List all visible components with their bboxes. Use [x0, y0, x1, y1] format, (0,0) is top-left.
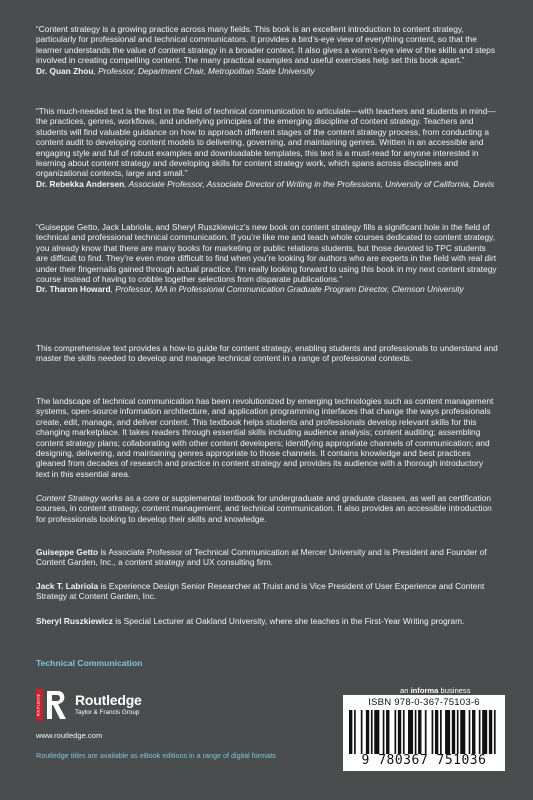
barcode-bar	[472, 710, 475, 754]
barcode-bar	[418, 710, 421, 754]
barcode-bar	[374, 710, 379, 754]
barcode-bar	[489, 710, 492, 754]
barcode-bar	[398, 710, 401, 754]
barcode-bar	[482, 710, 487, 754]
barcode-bar	[494, 710, 496, 754]
barcode-bars	[349, 710, 499, 758]
author-bio-2	[36, 581, 498, 602]
barcode-bar	[383, 710, 385, 754]
barcode-bar	[408, 710, 413, 754]
informa-suffix: business	[438, 686, 471, 695]
informa-note	[400, 686, 471, 695]
barcode-bar	[349, 710, 352, 754]
endorser-name: Dr. Quan Zhou	[36, 65, 94, 76]
barcode-digits: 9 780367 751036	[361, 753, 487, 768]
barcode-bar	[366, 710, 369, 754]
endorser-name: Dr. Rebekka Andersen	[36, 178, 125, 189]
barcode-bar	[432, 710, 434, 754]
description-usage-rest: works as a core or supplemental textbook for undergraduate and graduate classes, as well as certification courses, in content strategy, content management, and technical communication. It also provides an accessible introduction for professionals looking to develop their skills and knowledge.	[36, 493, 492, 524]
description-landscape-text: The landscape of technical communication has been revolutionized by emerging technologies such as content management systems, open-source information architecture, and application programming interfaces that change the ways professionals create, edit, manage, and deliver content. This textbook helps students and professionals develop relevant skills for this changing marketplace. It takes readers through essential skills including audience analysis; content auditing; assembling content strategy plans; collaborating with other content developers; identifying appropriate channels of communication; and designing, delivering, and maintaining genres appropriate to those channels. It contains knowledge and best practices gleaned from decades of research and practice in content strategy and provides its audience with a thorough introductory text in this essential area.	[36, 396, 494, 479]
isbn-barcode	[343, 695, 505, 771]
barcode-bar	[460, 710, 465, 754]
endorsement-attribution	[36, 179, 498, 189]
barcode-bar	[445, 710, 450, 754]
logo-mark-text: ROUTLEDGE	[36, 693, 41, 717]
informa-prefix: an	[400, 686, 411, 695]
isbn-number: ISBN 978-0-367-75103-6	[368, 697, 480, 708]
barcode-bar	[435, 710, 438, 754]
publisher-url: www.routledge.com	[36, 731, 103, 740]
endorsement-quote: “This much-needed text is the first in the field of technical communication to articulate—with teachers and students in mind—the practices, genres, workflows, and underlying principles of the emerging discipline of content strategy. Teachers and students will find valuable guidance on how to approach different stages of the content strategy process, from conducting a content audit to developing content models to delivering, governing, and maintaining genres. Written in an accessible and engaging style and full of robust examples and downloadable templates, this text is a must-read for anyone interested in learning about content strategy and developing skills for content strategy work, which spans across disciplines and organizational contexts, large and small.”	[36, 106, 496, 179]
description-intro-text: This comprehensive text provides a how-to guide for content strategy, enabling students and professionals to understand and master the skills needed to develop and manage technical content in a range of professional contexts.	[36, 343, 498, 364]
barcode-bar	[354, 710, 356, 754]
barcode-bar	[415, 710, 417, 754]
informa-brand: informa	[410, 686, 439, 695]
barcode-bar	[457, 710, 459, 754]
barcode-bar	[440, 710, 442, 754]
endorsement-1	[36, 24, 498, 76]
author-name: Sheryl Ruszkiewicz	[36, 616, 113, 626]
author-bio: is Special Lecturer at Oakland University, where she teaches in the First-Year Writing program.	[112, 616, 465, 626]
barcode-bar	[361, 710, 363, 754]
description-landscape	[36, 396, 498, 479]
author-bio: is Experience Design Senior Researcher at Truist and is Vice President of User Experience and Content Strategy at Content Garden, Inc.	[36, 581, 485, 602]
barcode-bar	[403, 710, 405, 754]
author-bio-1	[36, 547, 498, 568]
endorser-role: , Professor, MA in Professional Communication Graduate Program Director, Clemson University	[110, 284, 464, 295]
endorsement-attribution	[36, 66, 498, 76]
author-name: Jack T. Labriola	[36, 581, 99, 591]
endorsement-2	[36, 106, 498, 189]
description-usage	[36, 493, 498, 524]
routledge-logo	[36, 689, 156, 733]
endorsement-attribution	[36, 284, 498, 294]
endorser-role: , Professor, Department Chair, Metropolitan State University	[93, 65, 315, 76]
author-bio-3	[36, 616, 498, 626]
book-title: Content Strategy	[36, 493, 99, 503]
barcode-bar	[371, 710, 373, 754]
description-intro	[36, 343, 498, 364]
description-usage-text	[36, 493, 498, 524]
routledge-r-icon	[36, 689, 70, 721]
endorser-role: , Associate Professor, Associate Director of Writing in the Professions, University of California, Davis	[124, 178, 495, 189]
barcode-bar	[479, 710, 481, 754]
publisher-group: Taylor & Francis Group	[75, 709, 140, 716]
ebook-note: Routledge titles are available as eBook editions in a range of digital formats	[36, 751, 276, 760]
endorser-name: Dr. Tharon Howard	[36, 284, 111, 295]
author-bio: is Associate Professor of Technical Communication at Mercer University and is President and Founder of Content Garden, Inc., a content strategy and UX consulting firm.	[36, 547, 487, 568]
endorsement-quote: “Content strategy is a growing practice across many fields. This book is an excellent introduction to content strategy, particularly for professional and technical communicators. It provides a bird’s-eye view of everything content, so that the learner understands the value of content strategy in a broader context. It also gives a worm’s-eye view of the skills and steps involved in creating compelling content. The many practical examples and useful exercises help set this book apart.”	[36, 24, 495, 66]
barcode-bar	[469, 710, 471, 754]
barcode-bar	[425, 710, 427, 754]
author-name: Guiseppe Getto	[36, 547, 99, 557]
endorsement-quote: “Guiseppe Getto, Jack Labriola, and Sheryl Ruszkiewicz’s new book on content strategy fills a significant hole in the field of technical and professional technical communication. If you’re like me and teach whole courses dedicated to content strategy, you already know that there are many books for marketing or public relations students, but those devoted to TPC students are difficult to find. They’re even more difficult to find when you’re looking for authors who are experts in the field with real dirt under their fingernails gained through actual practice. I’m really looking forward to using this book in my next content strategy course instead of having to cobble together selections from disparate publications.”	[36, 222, 497, 285]
barcode-bar	[386, 710, 389, 754]
endorsement-3	[36, 222, 498, 295]
publisher-name: Routledge	[75, 692, 142, 708]
subject-category: Technical Communication	[36, 658, 143, 668]
barcode-bar	[452, 710, 455, 754]
barcode-bar	[395, 710, 397, 754]
